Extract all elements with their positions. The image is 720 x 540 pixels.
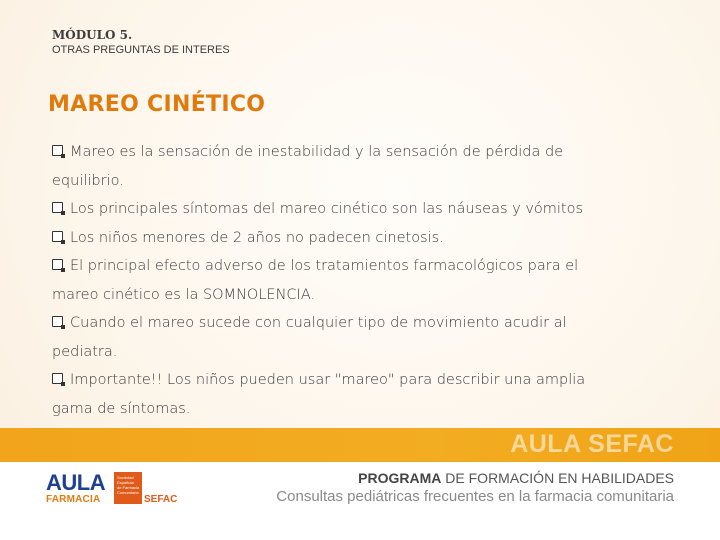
- program-subtitle: Consultas pediátricas frecuentes en la farmacia comunitaria: [276, 488, 674, 505]
- brand-band-text: AULA SEFAC: [510, 430, 674, 458]
- bullet-text: mareo cinético es la SOMNOLENCIA.: [52, 286, 316, 303]
- bullet-item: [52, 138, 662, 167]
- bullet-text: equilibrio.: [52, 172, 124, 189]
- bullet-item: [52, 309, 662, 338]
- checkbox-bullet-icon: [52, 373, 63, 384]
- sefac-logo-line: Española: [117, 480, 134, 485]
- bullet-item-continuation: [52, 338, 662, 367]
- bullet-text: Importante!! Los niños pueden usar "mareo" para describir una amplia: [70, 372, 586, 388]
- program-title: [276, 470, 674, 506]
- bullet-item-continuation: [52, 395, 662, 424]
- checkbox-bullet-icon: [52, 145, 63, 156]
- slide-title: MAREO CINÉTICO: [48, 92, 266, 117]
- bullet-text: pediatra.: [52, 343, 118, 360]
- checkbox-bullet-icon: [52, 231, 63, 242]
- bullet-text: Los principales síntomas del mareo cinético son las náuseas y vómitos: [70, 201, 584, 217]
- bullet-item: [52, 252, 662, 281]
- bullet-text: Los niños menores de 2 años no padecen cinetosis.: [70, 229, 444, 246]
- bullet-item-continuation: [52, 167, 662, 196]
- module-subtitle: OTRAS PREGUNTAS DE INTERES: [52, 44, 230, 56]
- checkbox-bullet-icon: [52, 202, 63, 213]
- bullet-text: El principal efecto adverso de los tratamientos farmacológicos para el: [70, 258, 579, 274]
- bullet-list: [52, 138, 662, 423]
- bullet-item: [52, 366, 662, 395]
- module-label: MÓDULO 5.: [52, 28, 133, 42]
- bullet-text: gama de síntomas.: [52, 400, 191, 417]
- bullet-item: [52, 224, 662, 253]
- sefac-logo-line: Sociedad: [117, 475, 134, 480]
- aula-farmacia-logo: [46, 472, 104, 506]
- sefac-logo-word: SEFAC: [144, 494, 178, 505]
- bullet-text: Mareo es la sensación de inestabilidad y la sensación de pérdida de: [70, 144, 564, 160]
- checkbox-bullet-icon: [52, 259, 63, 270]
- sefac-logo-line: de Farmacia: [117, 485, 140, 490]
- brand-band: [0, 428, 720, 462]
- sefac-logo-box: [114, 472, 142, 504]
- checkbox-bullet-icon: [52, 316, 63, 327]
- bullet-text: Cuando el mareo sucede con cualquier tipo de movimiento acudir al: [70, 315, 567, 331]
- bullet-item-continuation: [52, 281, 662, 310]
- aula-logo-subword: FARMACIA: [46, 494, 101, 505]
- aula-logo-word: AULA: [46, 470, 106, 495]
- slide-header: [52, 28, 230, 57]
- footer: [0, 462, 720, 540]
- sefac-logo: [114, 472, 178, 514]
- program-title-rest: DE FORMACIÓN EN HABILIDADES: [441, 470, 674, 486]
- sefac-logo-line: Comunitaria: [117, 490, 139, 495]
- program-title-strong: PROGRAMA: [358, 470, 442, 486]
- bullet-item: [52, 195, 662, 224]
